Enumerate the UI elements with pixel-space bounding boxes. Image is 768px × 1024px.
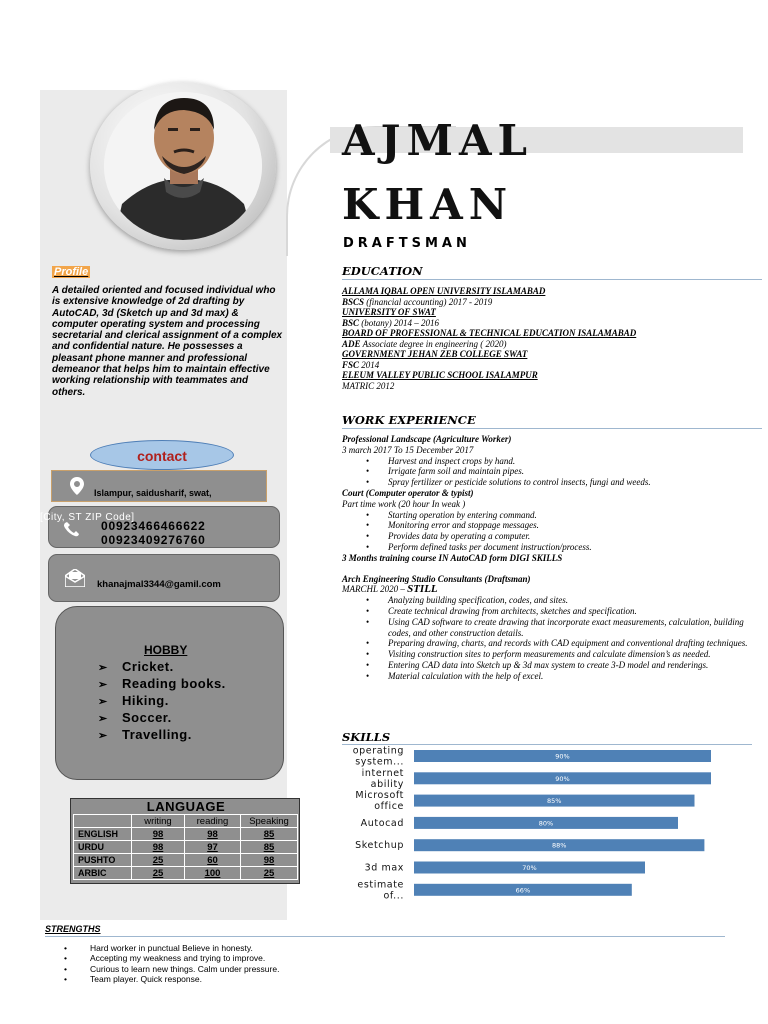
job-date: Part time work (20 hour In weak )	[342, 498, 466, 509]
table-cell: 98	[185, 828, 241, 841]
hobby-item: ➢ Cricket.	[98, 659, 174, 674]
job-title: DRAFTSMAN	[343, 236, 471, 251]
education-line: BSCS (financial accounting) 2017 - 2019	[342, 296, 493, 307]
arrow-bullet-icon: ➢	[98, 679, 108, 691]
table-cell: 85	[241, 828, 298, 841]
profile-photo	[104, 92, 262, 240]
education-line: ADE Associate degree in engineering ( 2020)	[342, 338, 507, 349]
list-item: • Team player. Quick response.	[64, 974, 279, 984]
hobby-item: ➢ Hiking.	[98, 693, 169, 708]
section-divider	[45, 936, 725, 937]
table-row	[74, 841, 298, 854]
list-item: • Visiting construction sites to perform measurements and calculate dimension’s as needed.	[342, 649, 752, 660]
hobby-item: ➢ Travelling.	[98, 727, 192, 742]
table-cell: 98	[132, 841, 185, 854]
work-experience	[342, 434, 762, 682]
job-date: MARCHL 2020 – STILL	[342, 583, 438, 596]
skill-label: Autocad	[360, 817, 404, 829]
address-box	[51, 470, 267, 502]
task-list	[342, 456, 762, 488]
skill-label: estimate of...	[357, 879, 404, 902]
education-line: BOARD OF PROFESSIONAL & TECHNICAL EDUCATION ISALAMABAD	[342, 328, 637, 338]
table-header-cell: writing	[132, 815, 185, 828]
list-item: • Hard worker in punctual Believe in honesty.	[64, 943, 279, 953]
section-divider	[342, 428, 762, 429]
skill-data-label: 88%	[551, 841, 567, 850]
skill-data-label: 80%	[538, 819, 554, 828]
phone-number-1: 00923466466622	[101, 519, 206, 533]
education-heading: EDUCATION	[342, 264, 423, 278]
work-heading: WORK EXPERIENCE	[342, 413, 476, 427]
first-name: AJMAL	[342, 116, 534, 165]
skills-chart	[342, 745, 752, 910]
skill-label: 3d max	[364, 862, 404, 874]
arrow-bullet-icon: ➢	[98, 696, 108, 708]
list-item: • Perform defined tasks per document instruction/process.	[342, 542, 762, 553]
email-box	[48, 554, 280, 602]
list-item: • Irrigate farm soil and maintain pipes.	[342, 466, 762, 477]
phone-number-2: 00923409276760	[101, 533, 206, 547]
language-heading: LANGUAGE	[146, 799, 226, 814]
hobby-heading: HOBBY	[144, 643, 188, 657]
table-cell: 85	[241, 841, 298, 854]
job-title: Court (Computer operator & typist)	[342, 487, 474, 498]
skill-label: Sketchup	[355, 840, 404, 852]
table-cell: 25	[132, 854, 185, 867]
list-item: • Create technical drawing from architects, sketches and specification.	[342, 606, 752, 617]
email-icon	[65, 569, 85, 592]
strengths-heading: STRENGTHS	[45, 924, 101, 934]
table-cell: 100	[185, 867, 241, 880]
skills-heading: SKILLS	[342, 730, 391, 744]
hobby-box	[55, 606, 284, 780]
list-item: • Harvest and inspect crops by hand.	[342, 456, 762, 467]
skill-data-label: 90%	[555, 774, 570, 783]
skill-data-label: 66%	[515, 886, 531, 895]
last-name: KHAN	[342, 180, 514, 229]
job-date: 3 march 2017 To 15 December 2017	[342, 444, 474, 455]
hobby-list	[98, 659, 226, 744]
table-row	[74, 854, 298, 867]
table-cell: 98	[241, 854, 298, 867]
table-cell: 60	[185, 854, 241, 867]
table-row	[74, 828, 298, 841]
arrow-bullet-icon: ➢	[98, 713, 108, 725]
education-line: BSC (botany) 2014 – 2016	[342, 317, 440, 328]
strengths-list	[64, 943, 279, 985]
table-header-row	[74, 815, 298, 828]
table-header-cell	[74, 815, 132, 828]
list-item: • Analyzing building specification, codes, and sites.	[342, 595, 752, 606]
email-address: khanajmal3344@gamil.com	[97, 579, 221, 590]
table-cell: 25	[132, 867, 185, 880]
list-item: • Preparing drawing, charts, and records with CAD equipment and conventional drafting techniques.	[342, 638, 752, 649]
skill-data-label: 90%	[555, 752, 570, 761]
address-placeholder: [City, ST ZIP Code]	[40, 512, 135, 523]
table-cell: URDU	[74, 841, 132, 854]
skill-label: internet ability	[361, 767, 404, 790]
education-line: UNIVERSITY OF SWAT	[342, 307, 436, 317]
table-cell: ARBIC	[74, 867, 132, 880]
skill-label: operating system...	[352, 745, 404, 768]
table-row	[74, 867, 298, 880]
education-list	[342, 286, 636, 391]
list-item: • Monitoring error and stoppage messages.	[342, 520, 762, 531]
education-line: GOVERNMENT JEHAN ZEB COLLEGE SWAT	[342, 349, 528, 359]
table-cell: 25	[241, 867, 298, 880]
skill-label: Microsoft office	[355, 790, 404, 813]
table-cell: PUSHTO	[74, 854, 132, 867]
section-divider	[342, 279, 762, 280]
job-title: Professional Landscape (Agriculture Worker)	[342, 434, 512, 444]
language-box	[70, 798, 300, 884]
table-cell: ENGLISH	[74, 828, 132, 841]
arrow-bullet-icon: ➢	[98, 730, 108, 742]
profile-text: A detailed oriented and focused individual who is extensive knowledge of 2d drafting by AutoCAD, 3d (Sketch up and 3d max) & computer operating system and processing secretarial and clerical assignment of a complex and confidential nature. He possesses a pleasant phone manner and professional demeanor that helps him to maintain effective working relationship with teammates and others.	[52, 285, 283, 398]
list-item: • Starting operation by entering command.	[342, 510, 762, 521]
address-text: Islampur, saidusharif, swat,	[94, 488, 212, 498]
job-title: Arch Engineering Studio Consultants (Draftsman)	[342, 573, 531, 584]
phone-icon	[63, 521, 81, 542]
table-header-cell: Speaking	[241, 815, 298, 828]
contact-heading: contact	[90, 440, 234, 470]
table-cell: 97	[185, 841, 241, 854]
education-line: ELEUM VALLEY PUBLIC SCHOOL ISALAMPUR	[342, 370, 538, 380]
list-item: • Accepting my weakness and trying to improve.	[64, 953, 279, 963]
table-header-cell: reading	[185, 815, 241, 828]
education-line: ALLAMA IQBAL OPEN UNIVERSITY ISLAMABAD	[342, 286, 546, 296]
list-item: • Material calculation with the help of excel.	[342, 671, 752, 682]
education-line: MATRIC 2012	[342, 380, 395, 391]
list-item: • Provides data by operating a computer.	[342, 531, 762, 542]
list-item: • Spray fertilizer or pesticide solutions to control insects, fungi and weeds.	[342, 477, 762, 488]
hobby-item: ➢ Soccer.	[98, 710, 172, 725]
arrow-bullet-icon: ➢	[98, 662, 108, 674]
list-item: • Entering CAD data into Sketch up & 3d max system to create 3-D model and renderings.	[342, 660, 752, 671]
list-item: • Curious to learn new things. Calm under pressure.	[64, 964, 279, 974]
task-list	[342, 510, 762, 553]
location-pin-icon	[70, 477, 84, 500]
education-line: FSC 2014	[342, 359, 380, 370]
list-item: • Using CAD software to create drawing that incorporate exact measurements, calculation, building codes, and other construction details.	[342, 617, 752, 639]
table-cell: 98	[132, 828, 185, 841]
task-list	[342, 595, 762, 681]
training-note: 3 Months training course IN AutoCAD form DIGI SKILLS	[342, 552, 563, 563]
skill-data-label: 70%	[522, 864, 537, 872]
language-table	[73, 814, 298, 880]
skill-data-label: 85%	[547, 797, 562, 806]
profile-heading: Profile	[54, 266, 89, 278]
hobby-item: ➢ Reading books.	[98, 676, 226, 691]
